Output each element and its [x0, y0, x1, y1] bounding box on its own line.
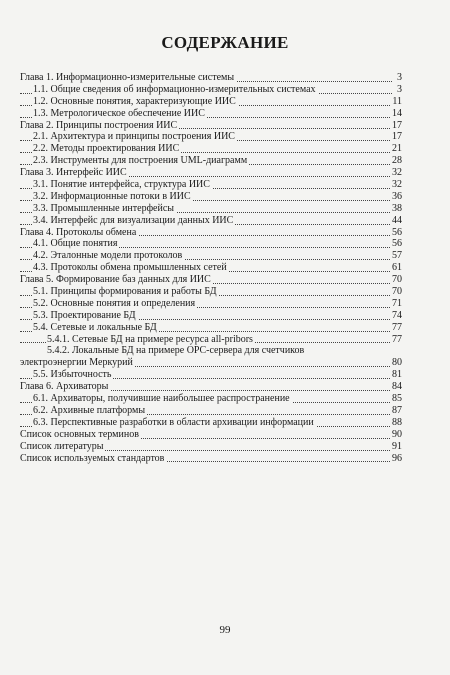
toc-entry-page: 87	[392, 404, 402, 416]
toc-entry-title: 3.2. Информационные потоки в ИИС	[33, 190, 191, 202]
toc-entry-title: 5.3. Проектирование БД	[33, 309, 136, 321]
toc-entry-title: 5.4.1. Сетевые БД на примере ресурса all-pribors	[47, 333, 253, 345]
toc-entry-title: 4.2. Эталонные модели протоколов	[33, 250, 183, 262]
toc-entry-page: 56	[392, 226, 402, 238]
toc-entry	[20, 334, 402, 346]
toc-entry-title: 4.1. Общие понятия	[33, 238, 118, 250]
page-title: СОДЕРЖАНИЕ	[161, 33, 289, 52]
toc-entry	[20, 120, 402, 132]
toc-entry-title: 2.1. Архитектура и принципы построения ИИС	[33, 131, 235, 143]
toc-entry	[20, 179, 402, 191]
toc-entry	[20, 345, 402, 357]
toc-entry-page: 70	[392, 274, 402, 286]
page-number: 99	[219, 624, 231, 636]
toc-entry-page: 17	[392, 131, 402, 143]
toc-entry	[20, 227, 402, 239]
toc-entry	[20, 155, 402, 167]
toc-entry-page: 11	[392, 95, 402, 107]
toc-entry	[20, 417, 402, 429]
toc-entry	[20, 322, 402, 334]
toc-entry-title: 4.3. Протоколы обмена промышленных сетей	[33, 262, 227, 274]
toc-entry	[20, 453, 402, 465]
toc-entry-page: 74	[392, 309, 402, 321]
toc-entry-page: 38	[392, 202, 402, 214]
toc-entry	[20, 108, 402, 120]
toc-entry-page: 85	[392, 393, 402, 405]
toc-entry-page: 71	[392, 297, 402, 309]
toc-entry	[20, 143, 402, 155]
toc-entry-page: 57	[392, 250, 402, 262]
toc-entry	[20, 310, 402, 322]
toc-entry-page: 28	[392, 155, 402, 167]
toc-entry-title: Глава 5. Формирование баз данных для ИИС	[20, 274, 211, 286]
toc-entry-page: 90	[392, 428, 402, 440]
toc-entry-page: 88	[392, 416, 402, 428]
toc-entry-title: 5.2. Основные понятия и определения	[33, 297, 196, 309]
toc-entry-title: 3.1. Понятие интерфейса, структура ИИС	[33, 179, 210, 191]
toc-entry-title: 2.3. Инструменты для построения UML-диаграмм	[33, 155, 248, 167]
toc-entry-page: 32	[392, 167, 402, 179]
toc-entry-page: 80	[392, 357, 402, 369]
toc-entry-title: Список используемых стандартов	[20, 452, 165, 464]
toc-entry-page: 14	[392, 107, 402, 119]
toc-entry-title: Список литературы	[20, 440, 104, 452]
toc-entry	[20, 381, 402, 393]
toc-entry	[20, 405, 402, 417]
toc-entry-title: 6.2. Архивные платформы	[33, 404, 146, 416]
toc-entry-page: 91	[392, 440, 402, 452]
toc-entry	[20, 274, 402, 286]
toc-entry-page: 21	[392, 143, 402, 155]
toc-entry-title: 6.3. Перспективные разработки в области архивации информации	[33, 416, 314, 428]
toc-entry	[20, 72, 402, 84]
toc-entry-title: 1.1. Общие сведения об информационно-измерительных системах	[33, 83, 316, 95]
toc-entry-title: 5.5. Избыточность	[33, 369, 112, 381]
toc-entry	[20, 369, 402, 381]
toc-entry-title: 1.2. Основные понятия, характеризующие ИИС	[33, 95, 236, 107]
toc-entry-title: 5.4. Сетевые и локальные БД	[33, 321, 157, 333]
table-of-contents	[20, 72, 402, 464]
toc-entry	[20, 357, 402, 369]
toc-entry-page: 61	[392, 262, 402, 274]
toc-entry	[20, 131, 402, 143]
toc-entry	[20, 203, 402, 215]
toc-entry-title: Глава 2. Принципы построения ИИС	[20, 119, 178, 131]
toc-entry-page: 44	[392, 214, 402, 226]
toc-entry	[20, 167, 402, 179]
toc-entry	[20, 191, 402, 203]
toc-entry-title: 6.1. Архиваторы, получившие наибольшее распространение	[33, 393, 290, 405]
toc-entry	[20, 393, 402, 405]
toc-entry-page: 84	[392, 381, 402, 393]
toc-entry-title: Глава 1. Информационно-измерительные системы	[20, 72, 235, 83]
toc-entry	[20, 429, 402, 441]
toc-entry	[20, 96, 402, 108]
toc-entry-page: 56	[392, 238, 402, 250]
toc-entry-page: 32	[392, 179, 402, 191]
toc-entry-page: 3	[397, 83, 402, 95]
toc-entry-page: 70	[392, 286, 402, 298]
toc-entry-title: 1.3. Метрологическое обеспечение ИИС	[33, 107, 205, 119]
toc-entry-page: 81	[392, 369, 402, 381]
toc-entry	[20, 441, 402, 453]
toc-entry-title: Глава 6. Архиваторы	[20, 381, 109, 393]
toc-entry	[20, 215, 402, 227]
toc-entry-title: 5.4.2. Локальные БД на примере OPC-сервера для счетчиков	[47, 345, 305, 357]
toc-entry-page: 96	[392, 452, 402, 464]
toc-entry	[20, 262, 402, 274]
toc-entry-page: 77	[392, 333, 402, 345]
toc-entry-page: 36	[392, 190, 402, 202]
toc-entry-title: 3.4. Интерфейс для визуализации данных ИИС	[33, 214, 234, 226]
toc-entry-title: 3.3. Промышленные интерфейсы	[33, 202, 175, 214]
toc-entry-page: 77	[392, 321, 402, 333]
toc-entry	[20, 250, 402, 262]
toc-entry	[20, 298, 402, 310]
toc-entry	[20, 238, 402, 250]
toc-entry-title: 5.1. Принципы формирования и работы БД	[33, 286, 217, 298]
toc-entry	[20, 286, 402, 298]
toc-entry-page: 3	[397, 72, 402, 83]
toc-entry-title: электроэнергии Меркурий	[20, 357, 133, 369]
toc-entry-title: Глава 4. Протоколы обмена	[20, 226, 137, 238]
toc-entry-title: 2.2. Методы проектирования ИИС	[33, 143, 180, 155]
toc-entry-title: Глава 3. Интерфейс ИИС	[20, 167, 127, 179]
toc-entry-page: 17	[392, 119, 402, 131]
toc-entry	[20, 84, 402, 96]
toc-entry-title: Список основных терминов	[20, 428, 139, 440]
